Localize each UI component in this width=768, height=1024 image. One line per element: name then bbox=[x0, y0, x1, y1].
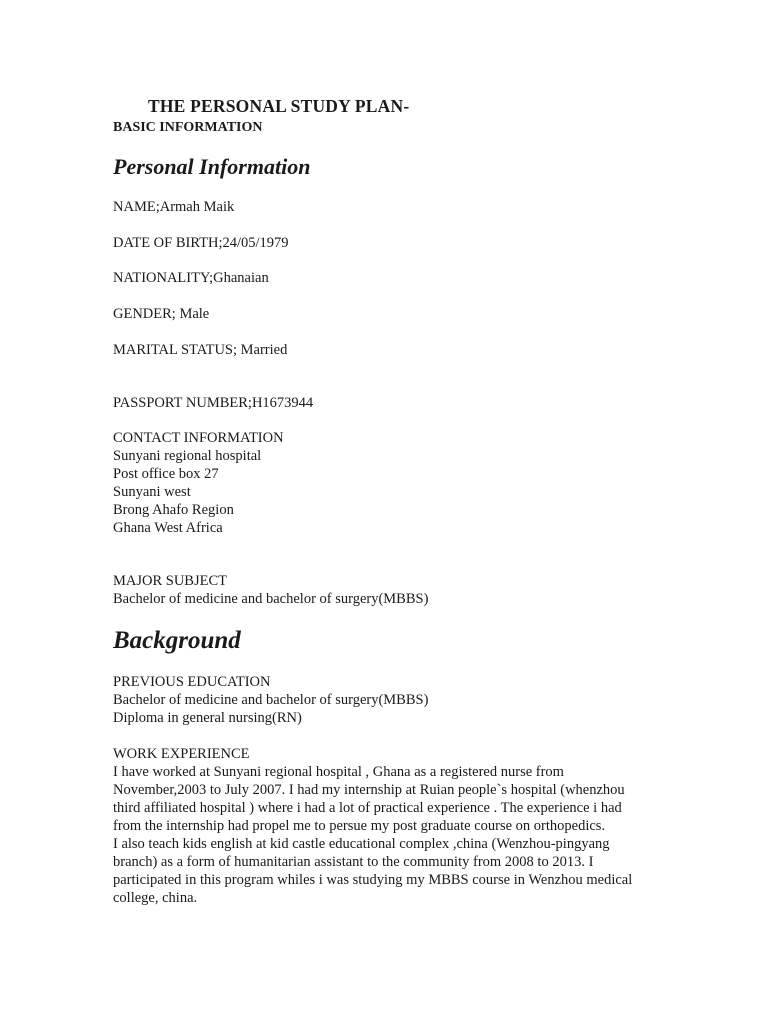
work-line: from the internship had propel me to persue my post graduate course on orthopedics. bbox=[113, 818, 606, 834]
work-line: participated in this program whiles i was studying my MBBS course in Wenzhou medical bbox=[113, 872, 633, 888]
work-line: third affiliated hospital ) where i had a lot of practical experience . The experience i had bbox=[113, 800, 622, 816]
education-line: Bachelor of medicine and bachelor of surgery(MBBS) bbox=[113, 692, 429, 708]
marital-status-field: MARITAL STATUS; Married bbox=[113, 342, 288, 358]
contact-line: Sunyani west bbox=[113, 484, 191, 500]
contact-line: Post office box 27 bbox=[113, 466, 219, 482]
work-line: branch) as a form of humanitarian assistant to the community from 2008 to 2013. I bbox=[113, 854, 594, 870]
education-line: Diploma in general nursing(RN) bbox=[113, 710, 302, 726]
major-subject-heading: MAJOR SUBJECT bbox=[113, 573, 228, 589]
work-line: college, china. bbox=[113, 890, 198, 906]
date-of-birth-field: DATE OF BIRTH;24/05/1979 bbox=[113, 235, 289, 251]
name-field: NAME;Armah Maik bbox=[113, 199, 235, 215]
nationality-field: NATIONALITY;Ghanaian bbox=[113, 270, 269, 286]
document-subtitle: BASIC INFORMATION bbox=[113, 120, 263, 135]
major-subject-value: Bachelor of medicine and bachelor of surgery(MBBS) bbox=[113, 591, 429, 607]
previous-education-heading: PREVIOUS EDUCATION bbox=[113, 674, 271, 690]
passport-number-field: PASSPORT NUMBER;H1673944 bbox=[113, 395, 314, 411]
document-title: THE PERSONAL STUDY PLAN- bbox=[148, 96, 410, 116]
contact-line: Sunyani regional hospital bbox=[113, 448, 262, 464]
work-line: November,2003 to July 2007. I had my internship at Ruian people`s hospital (whenzhou bbox=[113, 782, 625, 798]
work-experience-paragraph bbox=[113, 763, 673, 907]
contact-line: Ghana West Africa bbox=[113, 520, 223, 536]
contact-address-block bbox=[113, 447, 261, 537]
work-line: I have worked at Sunyani regional hospital , Ghana as a registered nurse from bbox=[113, 764, 564, 780]
work-line: I also teach kids english at kid castle educational complex ,china (Wenzhou-pingyang bbox=[113, 836, 610, 852]
work-experience-heading: WORK EXPERIENCE bbox=[113, 746, 250, 762]
personal-information-heading: Personal Information bbox=[113, 154, 311, 179]
gender-field: GENDER; Male bbox=[113, 306, 210, 322]
contact-information-heading: CONTACT INFORMATION bbox=[113, 430, 284, 446]
previous-education-list bbox=[113, 691, 428, 727]
background-heading: Background bbox=[113, 627, 241, 654]
contact-line: Brong Ahafo Region bbox=[113, 502, 234, 518]
